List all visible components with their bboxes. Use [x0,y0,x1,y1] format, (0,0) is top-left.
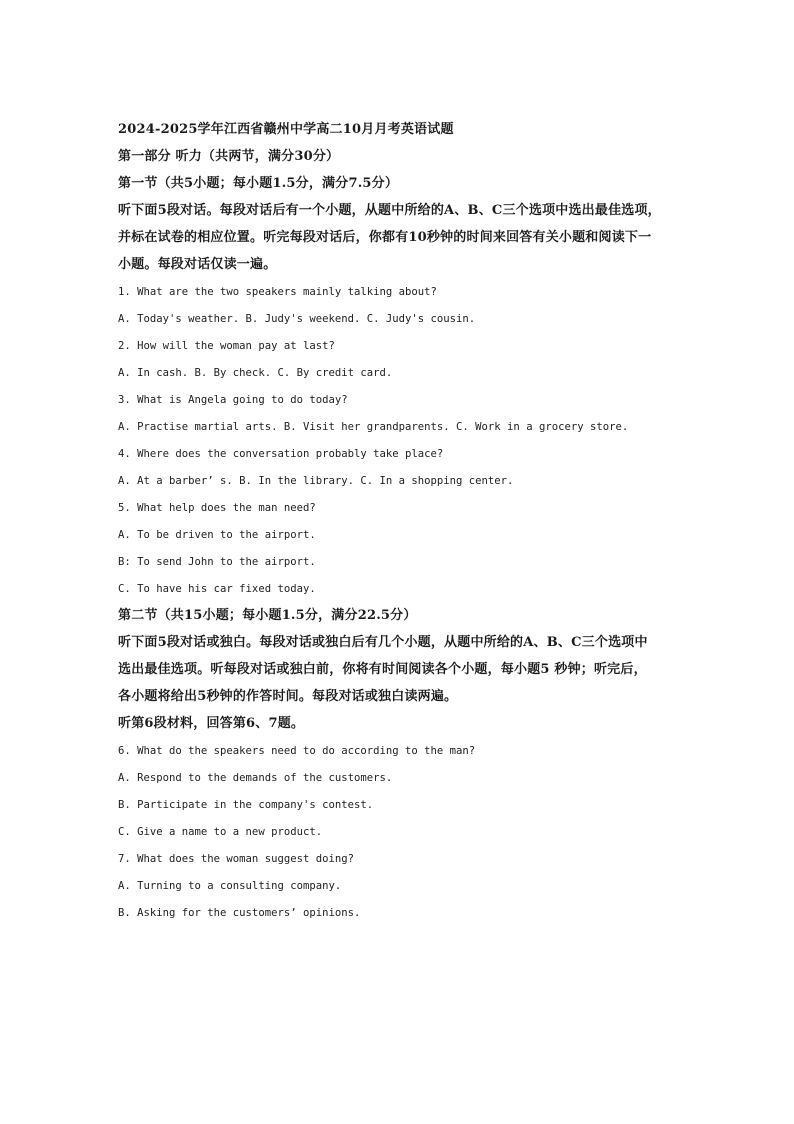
section2-instruction-line: 各小题将给出5秒钟的作答时间。每段对话或独白读两遍。 [118,689,458,704]
section2-heading: 第二节（共15小题；每小题1.5分，满分22.5分） [118,608,417,623]
question-5-option-a: A. To be driven to the airport. [118,529,316,541]
question-5-option-b: B: To send John to the airport. [118,556,316,568]
question-4-options: A. At a barber’ s. B. In the library. C. In a shopping center. [118,475,514,487]
exam-title: 2024-2025学年江西省赣州中学高二10月月考英语试题 [118,122,454,137]
question-2-options: A. In cash. B. By check. C. By credit card. [118,367,393,379]
question-2: 2. How will the woman pay at last? [118,340,335,352]
question-6-option-c: C. Give a name to a new product. [118,826,323,838]
section1-heading: 第一节（共5小题；每小题1.5分，满分7.5分） [118,176,399,191]
exam-content [118,121,688,931]
question-3: 3. What is Angela going to do today? [118,394,348,406]
question-5: 5. What help does the man need? [118,502,316,514]
section1-instruction-line: 小题。每段对话仅读一遍。 [118,257,277,272]
question-4: 4. Where does the conversation probably take place? [118,448,444,460]
question-3-options: A. Practise martial arts. B. Visit her grandparents. C. Work in a grocery store. [118,421,629,433]
section1-instruction-line: 并标在试卷的相应位置。听完每段对话后，你都有10秒钟的时间来回答有关小题和阅读下一 [118,230,652,245]
section2-instruction-line: 听下面5段对话或独白。每段对话或独白后有几个小题，从题中所给的A、B、C三个选项中 [118,635,648,650]
question-6: 6. What do the speakers need to do according to the man? [118,745,476,757]
material-heading: 听第6段材料，回答第6、7题。 [118,716,305,731]
question-7: 7. What does the woman suggest doing? [118,853,354,865]
question-7-option-b: B. Asking for the customers’ opinions. [118,907,361,919]
section2-instruction-line: 选出最佳选项。听每段对话或独白前，你将有时间阅读各个小题，每小题5 秒钟；听完后， [118,662,647,677]
part1-heading: 第一部分 听力（共两节，满分30分） [118,149,340,164]
question-1-options: A. Today's weather. B. Judy's weekend. C. Judy's cousin. [118,313,476,325]
question-6-option-b: B. Participate in the company's contest. [118,799,374,811]
question-7-option-a: A. Turning to a consulting company. [118,880,342,892]
question-6-option-a: A. Respond to the demands of the customers. [118,772,393,784]
section1-instruction-line: 听下面5段对话。每段对话后有一个小题，从题中所给的A、B、C三个选项中选出最佳选项， [118,203,661,218]
question-1: 1. What are the two speakers mainly talking about? [118,286,437,298]
question-5-option-c: C. To have his car fixed today. [118,583,316,595]
